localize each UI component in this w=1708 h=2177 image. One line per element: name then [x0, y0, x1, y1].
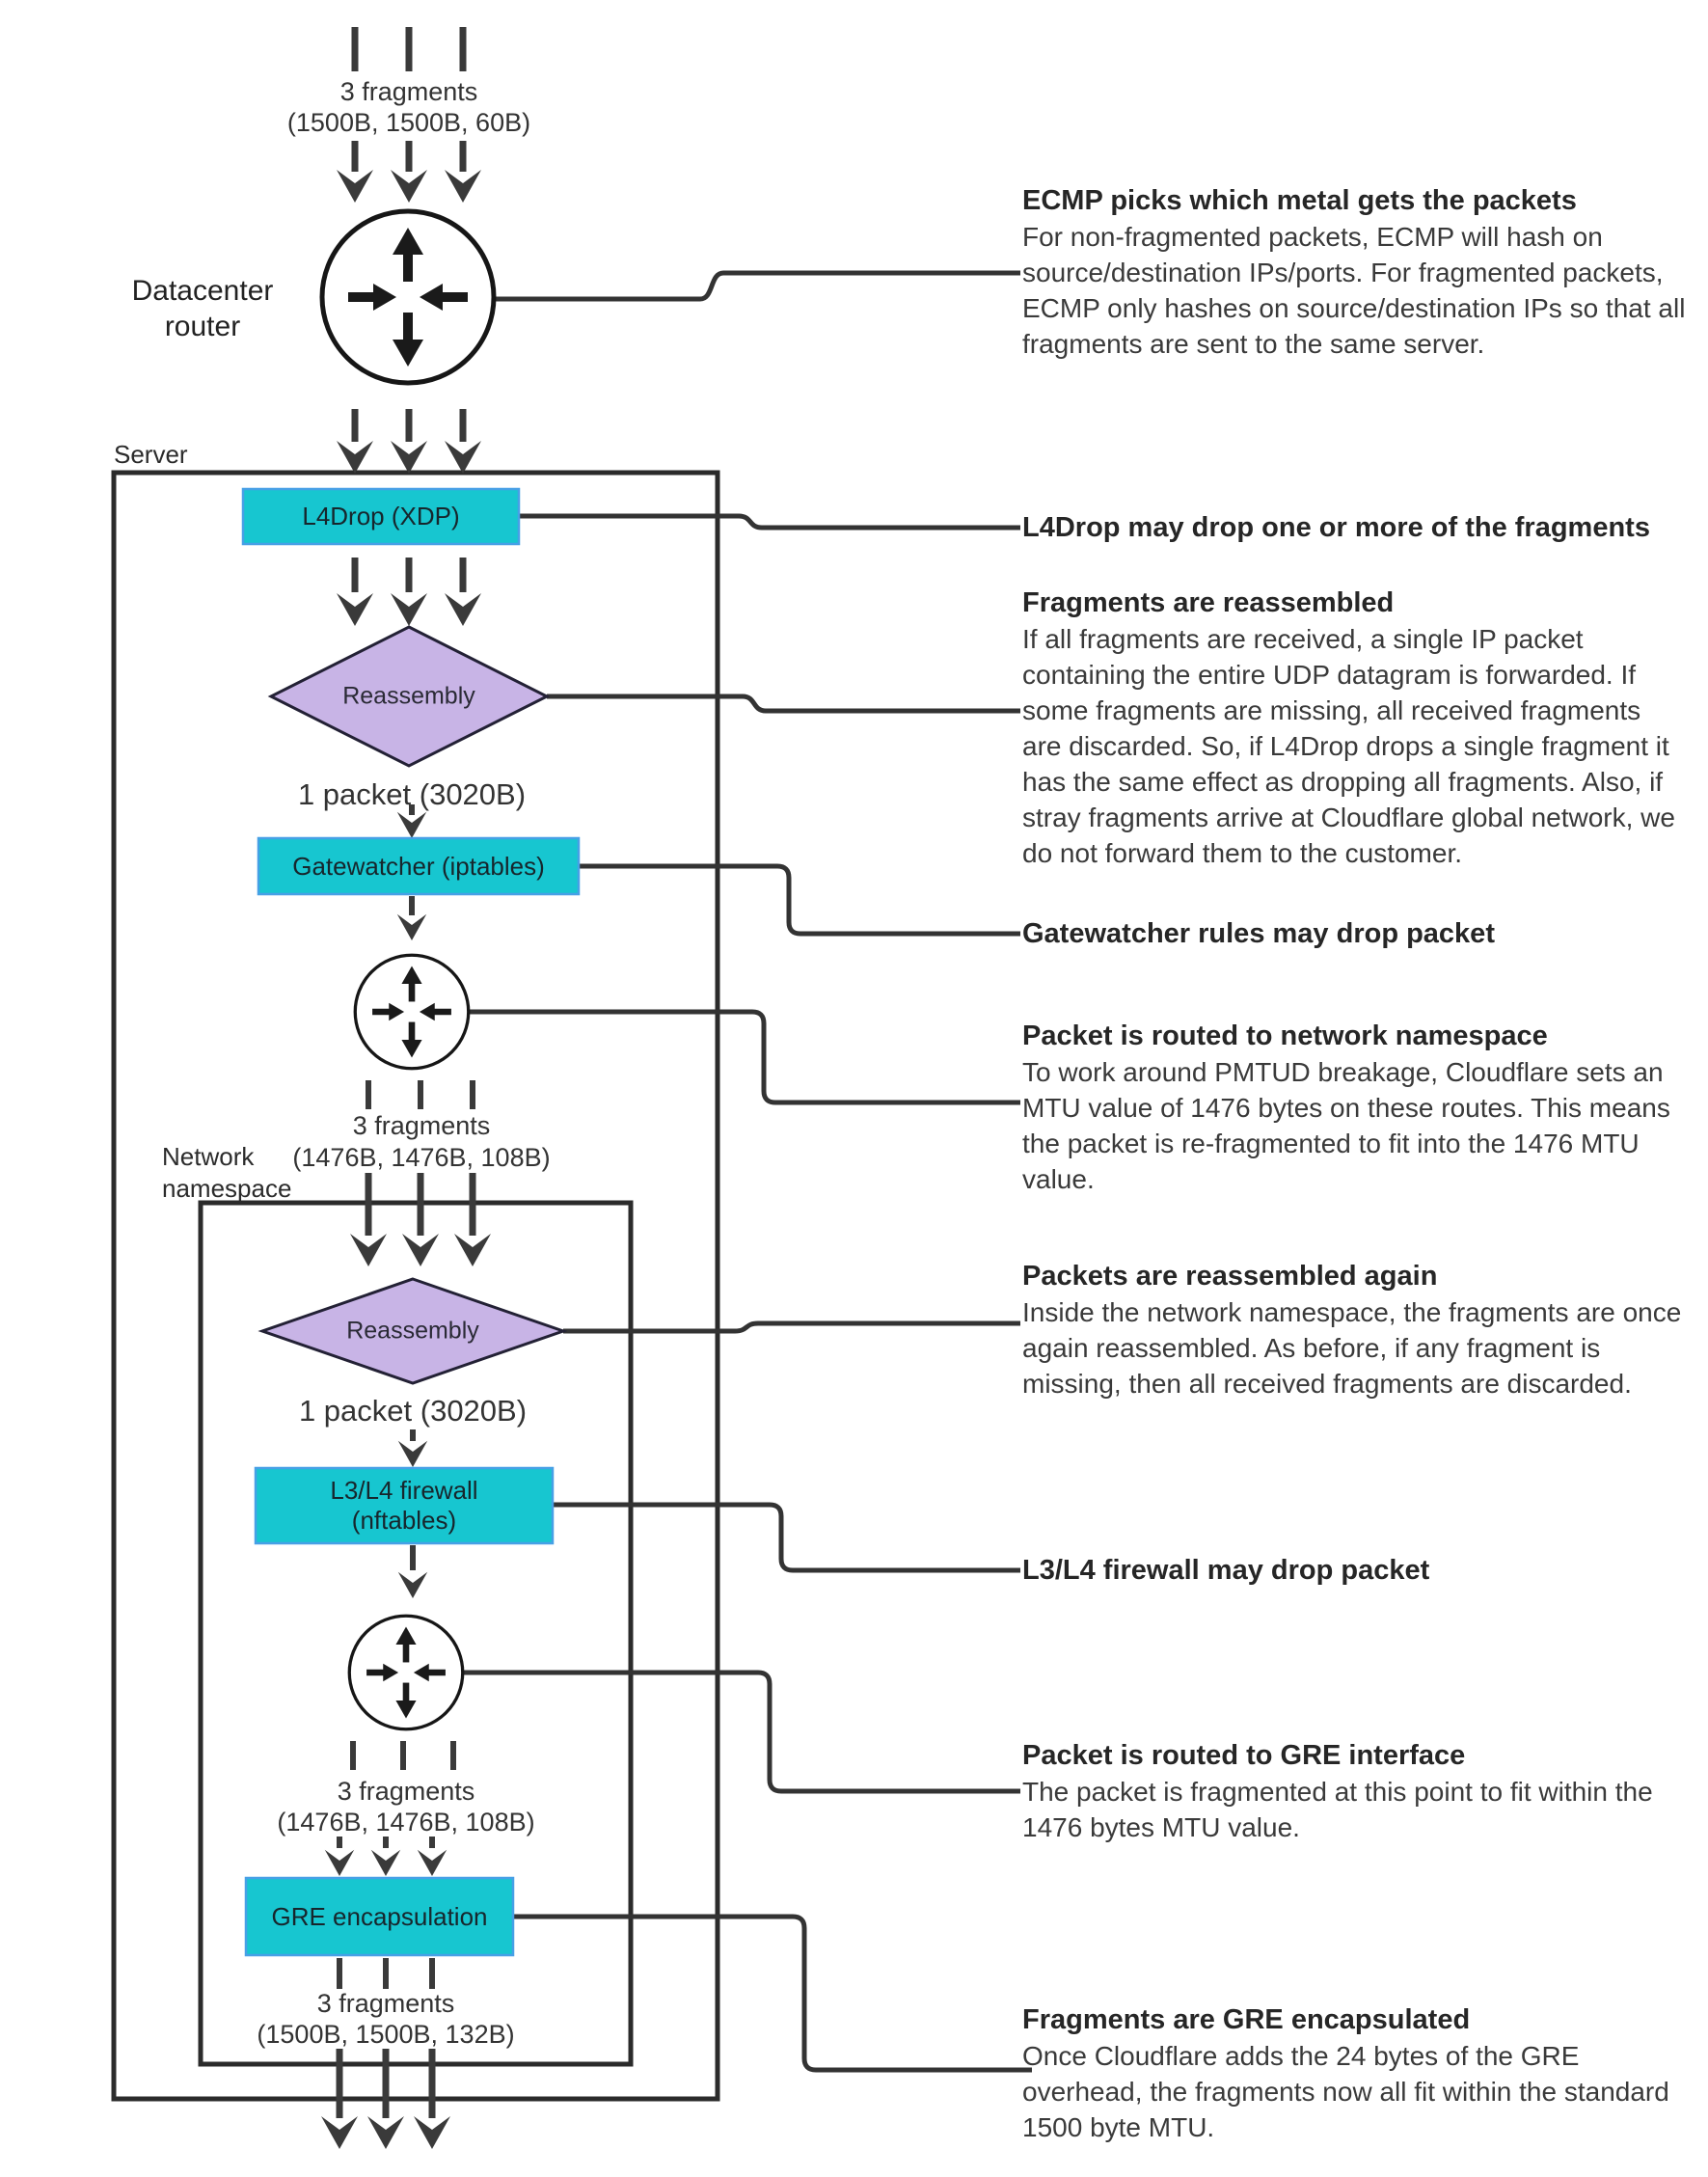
packet1-label: 1 packet (3020B) — [297, 777, 527, 811]
fw-fragments-label: 3 fragments — [337, 1777, 475, 1806]
note-gatewatcher — [1022, 916, 1708, 952]
note-reassembled-title: Fragments are reassembled — [1022, 587, 1395, 618]
note-line: do not forward them to the customer. — [1022, 838, 1463, 868]
note-netns — [1022, 1019, 1708, 1197]
note-line: For non-fragmented packets, ECMP will hash on — [1022, 222, 1603, 252]
datacenter-router-label: Datacenter router — [131, 275, 274, 342]
fw-fragments-sizes: (1476B, 1476B, 108B) — [277, 1808, 535, 1837]
connector-ecmp — [494, 273, 1020, 299]
note-gre-encapsulated — [1022, 2002, 1708, 2145]
note-reassembled-again — [1022, 1259, 1708, 1401]
note-line: source/destination IPs/ports. For fragmented packets, — [1022, 258, 1664, 287]
gatewatcher-label: Gatewatcher (iptables) — [292, 851, 545, 881]
connector-gatewatcher — [579, 866, 1020, 934]
server-label: Server — [114, 440, 188, 469]
note-line: some fragments are missing, all received fragments — [1022, 695, 1641, 725]
note-gatewatcher-title: Gatewatcher rules may drop packet — [1022, 918, 1495, 949]
note-line: has the same effect as dropping all fragments. Also, if — [1022, 767, 1664, 797]
namespace-route-icon — [355, 955, 468, 1068]
note-line: stray fragments arrive at Cloudflare global network, we — [1022, 803, 1675, 832]
connector-firewall — [553, 1505, 1020, 1570]
note-l4drop-title: L4Drop may drop one or more of the fragments — [1022, 512, 1650, 543]
note-netns-title: Packet is routed to network namespace — [1022, 1020, 1548, 1051]
note-ecmp — [1022, 183, 1708, 362]
connector-netns — [469, 1012, 1020, 1102]
connector-reassembly1 — [547, 696, 1020, 711]
connector-gre-encapsulated — [513, 1917, 1032, 2070]
firewall-label — [256, 1468, 553, 1543]
note-line: containing the entire UDP datagram is forwarded. If — [1022, 660, 1637, 690]
gre-route-icon — [349, 1616, 462, 1728]
firewall-label-line1: L3/L4 firewall — [330, 1476, 478, 1505]
note-reassembled — [1022, 585, 1708, 871]
connector-gre-interface — [463, 1673, 1020, 1791]
note-gre-encapsulated-title: Fragments are GRE encapsulated — [1022, 2004, 1471, 2035]
note-firewall — [1022, 1553, 1708, 1589]
note-line: The packet is fragmented at this point to fit within the — [1022, 1777, 1653, 1807]
l4drop-label: L4Drop (XDP) — [302, 502, 460, 531]
note-gre-interface-title: Packet is routed to GRE interface — [1022, 1740, 1466, 1771]
firewall-label-line2: (nftables) — [351, 1506, 457, 1535]
packet2-label: 1 packet (3020B) — [298, 1394, 528, 1428]
note-line: If all fragments are received, a single IP packet — [1022, 624, 1584, 654]
note-line: overhead, the fragments now all fit within the standard — [1022, 2077, 1669, 2107]
note-line: Once Cloudflare adds the 24 bytes of the GRE — [1022, 2041, 1580, 2071]
note-line: fragments are sent to the same server. — [1022, 329, 1485, 359]
note-line: the packet is re-fragmented to fit into the 1476 MTU — [1022, 1129, 1640, 1158]
note-line: 1500 byte MTU. — [1022, 2112, 1215, 2142]
network-namespace-label: Network namespace — [162, 1142, 292, 1203]
note-line: 1476 bytes MTU value. — [1022, 1812, 1300, 1842]
note-line: Inside the network namespace, the fragments are once — [1022, 1297, 1682, 1327]
gre-fragments-sizes: (1500B, 1500B, 132B) — [257, 2020, 515, 2049]
note-gre-interface — [1022, 1738, 1708, 1845]
datacenter-router-icon — [322, 211, 494, 383]
note-ecmp-title: ECMP picks which metal gets the packets — [1022, 185, 1577, 216]
top-fragments-label: 3 fragments — [339, 77, 478, 106]
reassembly1-label: Reassembly — [342, 682, 475, 710]
note-reassembled-again-title: Packets are reassembled again — [1022, 1261, 1438, 1292]
gre-label: GRE encapsulation — [271, 1901, 488, 1931]
note-line: value. — [1022, 1164, 1095, 1194]
reassembly2-label: Reassembly — [346, 1317, 479, 1345]
note-line: ECMP only hashes on source/destination IPs so that all — [1022, 293, 1686, 323]
gre-fragments-label: 3 fragments — [316, 1989, 455, 2018]
note-line: again reassembled. As before, if any fragment is — [1022, 1333, 1601, 1363]
note-line: missing, then all received fragments are discarded. — [1022, 1369, 1632, 1399]
note-line: MTU value of 1476 bytes on these routes. This means — [1022, 1093, 1670, 1123]
top-fragments-sizes: (1500B, 1500B, 60B) — [286, 108, 531, 137]
note-line: To work around PMTUD breakage, Cloudflare sets an — [1022, 1057, 1664, 1087]
note-firewall-title: L3/L4 firewall may drop packet — [1022, 1555, 1430, 1586]
note-line: are discarded. So, if L4Drop drops a single fragment it — [1022, 731, 1669, 761]
note-l4drop — [1022, 510, 1708, 546]
mid-fragments-label: 3 fragments — [352, 1111, 491, 1140]
connector-l4drop — [519, 516, 1020, 528]
mid-fragments-sizes: (1476B, 1476B, 108B) — [292, 1143, 551, 1172]
